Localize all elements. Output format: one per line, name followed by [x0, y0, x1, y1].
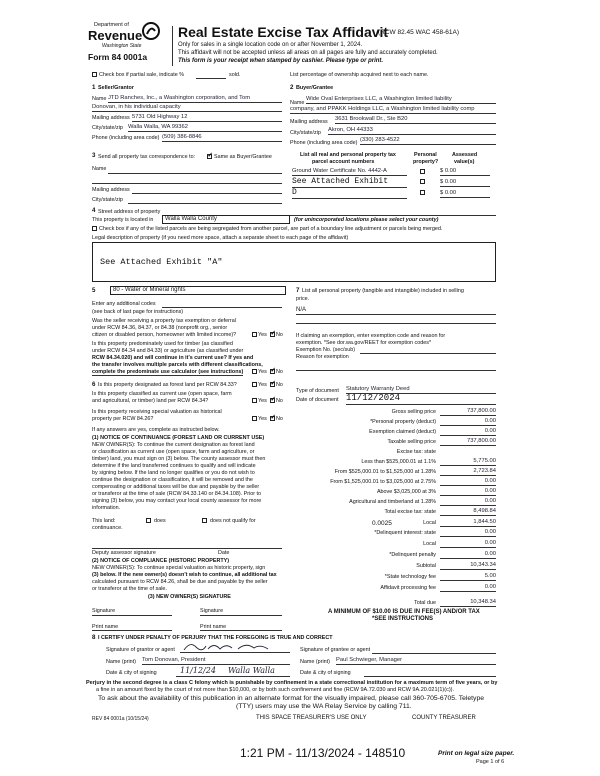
subtotal-field[interactable]: 10,343.34 — [440, 562, 496, 570]
no-label: No — [276, 332, 283, 338]
timber-q-line-3: RCW 84.34.020) and will continue in it's current use? If yes and — [92, 355, 254, 361]
parcel-personal-checkbox[interactable] — [420, 190, 425, 195]
notice-body-10: information. — [92, 505, 121, 511]
timber-q-line-2: under RCW 84.34 and 84.33) or agriculture (as classified under — [92, 348, 244, 354]
claim-exemption-label-2: exemption. *See dor.wa.gov/REET for exemption codes* — [296, 340, 432, 346]
historic-q-1: Is this property receiving special valuation as historical — [92, 409, 222, 415]
current-use-no-checkbox[interactable] — [270, 398, 275, 403]
compliance-body-3: calculated pursuant to RCW 84.26, shall be due and payable by the seller — [92, 579, 268, 585]
timber-q-line-4: the transfer involves multiple parcels with different classifications, — [92, 362, 263, 368]
affidavit-fee-label: Affidavit processing fee — [380, 585, 436, 591]
yes-label: Yes — [258, 332, 267, 338]
calc-value[interactable]: 737,800.00 — [440, 438, 496, 446]
sec3-name-label: Name — [92, 166, 107, 172]
parcel-number-field[interactable]: D — [292, 188, 407, 199]
owner-printname-label: Print name — [92, 624, 119, 630]
parcel-value-field[interactable]: $ 0.00 — [440, 168, 490, 176]
parcel-personal-checkbox[interactable] — [420, 169, 425, 174]
same-as-buyer-checkbox[interactable] — [207, 154, 212, 159]
tech-fee-label: *State technology fee — [384, 574, 436, 580]
dept-label: Department of — [94, 22, 129, 28]
notice-continuance-heading: (1) NOTICE OF CONTINUANCE (FOREST LAND OR CURRENT USE) — [92, 435, 265, 441]
land-does-not-checkbox[interactable] — [202, 518, 207, 523]
grantor-date-city-label: Date & city of signing — [106, 670, 157, 676]
located-in-label: This property is located in — [92, 217, 154, 223]
parcel-col-assessed: Assessed — [452, 152, 478, 158]
tech-fee-field[interactable]: 5.00 — [440, 573, 496, 581]
additional-codes-note: (see back of last page for instructions) — [92, 309, 184, 315]
calc-value[interactable]: 0.00 — [440, 428, 496, 436]
land-does-checkbox[interactable] — [146, 518, 151, 523]
street-address-label: Street address of property — [98, 209, 161, 215]
parcel-value-field[interactable]: $ 0.00 — [440, 190, 490, 198]
notice-body-2: or classification as current use (open space, farm and agriculture, or — [92, 449, 255, 455]
legal-description-box[interactable] — [92, 242, 496, 282]
no-label: No — [276, 398, 283, 404]
historic-q-2: property per RCW 84.26? — [92, 416, 154, 422]
seller-phone-label: Phone (including area code) — [92, 135, 160, 141]
notice-body-5: by signing below. If the land no longer qualifies or you do not wish to — [92, 470, 255, 476]
grantor-date-field[interactable]: 11/12/24 — [180, 666, 216, 675]
calc-label: Gross selling price — [391, 409, 436, 415]
calc-label: Total excise tax: state — [384, 509, 436, 515]
no-label: No — [276, 416, 283, 422]
doc-date-label: Date of document — [296, 397, 339, 403]
calc-value[interactable]: 737,800.00 — [440, 408, 496, 416]
current-use-q-2: and agricultural, or timber) land per RCW 84.34? — [92, 398, 209, 404]
county-treasurer-label: COUNTY TREASURER — [412, 715, 476, 721]
calc-value[interactable]: 0.00 — [440, 418, 496, 426]
notice-compliance-heading: (2) NOTICE OF COMPLIANCE (HISTORIC PROPERTY) — [92, 558, 230, 564]
seller-name-field-2[interactable]: Donovan, in his individual capacity — [92, 104, 282, 112]
grantee-name-label: Name (print) — [300, 659, 330, 665]
dor-logo — [88, 22, 168, 64]
seller-city-label: City/state/zip — [92, 125, 123, 131]
calc-label: Exemption claimed (deduct) — [369, 429, 436, 435]
total-due-label: Total due — [414, 600, 436, 606]
perjury-warning-1: Perjury in the second degree is a class C felony which is punishable by confinement in a state correctional institution for a maximum term of five years, or by — [86, 680, 498, 686]
buyer-phone-field[interactable]: (330) 283-4522 — [360, 137, 496, 145]
seller-mail-label: Mailing address — [92, 115, 130, 121]
doc-type-field[interactable]: Statutory Warranty Deed — [346, 386, 496, 394]
sec8-number: 8 — [92, 634, 96, 641]
buyer-name-label: Name — [290, 100, 305, 106]
partial-sold-label: sold. — [229, 72, 241, 78]
local-rate: 0.0025 — [372, 520, 392, 527]
calc-value[interactable]: 2,723.84 — [440, 468, 496, 476]
calc-value[interactable]: 0.00 — [440, 498, 496, 506]
sec7-number: 7 — [296, 287, 300, 294]
notice-body-6: continue the designation or classification, it will be removed and the — [92, 477, 253, 483]
calc-label: Above $3,025,000 at 3% — [376, 489, 436, 495]
owner-printname-label-2: Print name — [200, 624, 227, 630]
parcel-head-1: List all real and personal property tax — [300, 152, 396, 158]
forest-yes-checkbox[interactable] — [252, 382, 257, 387]
doc-type-label: Type of document — [296, 388, 339, 394]
land-use-select[interactable]: 80 - Water or Mineral rights — [110, 286, 286, 295]
personal-property-field[interactable]: N/A — [296, 307, 307, 313]
sec3-text: Send all property tax correspondence to: — [98, 154, 196, 160]
exemption-yes-checkbox[interactable] — [252, 332, 257, 337]
partial-sale-checkbox[interactable] — [92, 72, 97, 77]
parcel-number-field[interactable]: Ground Water Certificate No. 4442-A — [292, 168, 407, 176]
calc-label: From $525,000.01 to $1,525,000 at 1.28% — [334, 469, 436, 475]
interest-state-field[interactable]: 0.00 — [440, 529, 496, 537]
buyer-name-field-2[interactable]: company, and PPAKK Holdings LLC, a Washington limited liability comp — [290, 106, 496, 114]
exemption-number-label: Exemption No. (sec/sub) — [296, 347, 356, 353]
parcel-col-personal: Personal — [414, 152, 437, 158]
compliance-body-1: NEW OWNER(S): To continue special valuation as historic property, sign — [92, 565, 266, 571]
perjury-warning-2: a fine in an amount fixed by the court of not more than $10,000, or by both such confinement and fine (RCW 9A.72.030 and RCW 9A.20.021(1)(c)). — [96, 687, 455, 693]
seller-number: 1 — [92, 84, 96, 91]
notice-body-7: compensating or additional taxes will be due and payable by the seller — [92, 484, 260, 490]
exemption-q-line-3: citizen or disabled person, homeowner with limited income)? — [92, 332, 237, 338]
parcel-personal-checkbox[interactable] — [420, 179, 425, 184]
calc-label: Taxable selling price — [387, 439, 436, 445]
calc-value[interactable]: 8,498.84 — [440, 508, 496, 516]
does-label: does — [154, 518, 166, 524]
legal-description-text: See Attached Exhibit "A" — [100, 257, 223, 267]
this-land-label: This land: — [92, 518, 116, 524]
forest-no-checkbox[interactable] — [270, 382, 275, 387]
seller-mail-field[interactable]: 5731 Old Highway 12 — [132, 114, 282, 122]
affidavit-fee-field[interactable]: 0.00 — [440, 584, 496, 592]
interest-state-label: *Delinquent interest: state — [374, 530, 436, 536]
calc-value[interactable]: 0.00 — [440, 488, 496, 496]
owner-signature-label-2: Signature — [200, 608, 224, 614]
legal-description-label: Legal description of property (if you need more space, attach a separate sheet to each page of the affidavit) — [92, 235, 349, 241]
same-as-buyer-label: Same as Buyer/Grantee — [214, 154, 272, 160]
historic-no-checkbox[interactable] — [270, 416, 275, 421]
no-label: No — [276, 382, 283, 388]
grantor-signature-icon — [180, 640, 290, 653]
form-rcw: (RCW 82.45 WAC 458-61A) — [378, 29, 460, 36]
grantor-city-field[interactable]: Walla Walla — [228, 666, 275, 675]
form-title: Real Estate Excise Tax Affidavit — [178, 24, 389, 40]
penalty-label: *Delinquent penalty — [389, 552, 436, 558]
header-note-3: This form is your receipt when stamped by cashier. Please type or print. — [178, 58, 384, 64]
does-not-label: does not qualify for — [210, 518, 256, 524]
sec3-number: 3 — [92, 152, 96, 159]
parcel-value-field[interactable]: $ 0.00 — [440, 179, 490, 187]
treasurer-only-label: THIS SPACE TREASURER'S USE ONLY — [256, 715, 367, 721]
recording-stamp: 1:21 PM - 11/13/2024 - 148510 — [240, 746, 406, 760]
seller-name-label: Name — [92, 96, 107, 102]
certify-heading: I CERTIFY UNDER PENALTY OF PERJURY THAT THE FOREGOING IS TRUE AND CORRECT — [98, 635, 333, 641]
calc-label: Less than $525,000.01 at 1.1% — [361, 459, 436, 465]
buyer-mail-label: Mailing address — [290, 119, 328, 125]
state-label: Washington State — [102, 43, 142, 49]
yes-label: Yes — [258, 369, 267, 375]
local-tax-field[interactable]: 1,844.50 — [440, 519, 496, 527]
local-label: Local — [423, 520, 436, 526]
deputy-signature-label: Deputy assessor signature — [92, 550, 156, 556]
doc-date-field[interactable]: 11/12/2024 — [346, 393, 496, 405]
yes-label: Yes — [258, 382, 267, 388]
notice-body-3: timber) land, you must sign on (3) below. The county assessor must then — [92, 456, 266, 462]
buyer-heading: Buyer/Grantee — [296, 85, 334, 91]
seller-name-field[interactable]: JTD Ranches, Inc., a Washington corporation, and Tom — [108, 95, 282, 103]
unincorporated-note: (for unincorporated locations please select your county) — [294, 217, 439, 223]
if-any-yes-note: If any answers are yes, complete as instructed below. — [92, 427, 220, 433]
exemption-q-line-1: Was the seller receiving a property tax exemption or deferral — [92, 318, 236, 324]
calc-label: Excise tax: state — [396, 449, 436, 455]
parcel-number-field[interactable]: See Attached Exhibit — [292, 177, 407, 188]
grantor-signature-field[interactable] — [180, 640, 290, 653]
sec6-number: 6 — [92, 381, 96, 388]
revision-label: REV 84 0001a (10/15/24) — [92, 716, 149, 722]
sec3-city-label: City/state/zip — [92, 197, 123, 203]
buyer-city-label: City/state/zip — [290, 130, 321, 136]
page-number: Page 1 of 6 — [476, 759, 505, 765]
calc-label: From $1,525,000.01 to $3,025,000 at 2.75% — [330, 479, 436, 485]
total-due-field[interactable]: 10,348.34 — [440, 599, 496, 607]
current-use-q-1: Is this property classified as current use (open space, farm — [92, 391, 232, 397]
buyer-number: 2 — [290, 84, 294, 91]
buyer-name-field[interactable]: Wide Oval Enterprises LLC, a Washington limited liability — [306, 96, 496, 104]
deputy-date-label: Date — [218, 550, 230, 556]
sec3-mail-label: Mailing address — [92, 187, 130, 193]
seller-phone-field[interactable]: (509) 386-8846 — [162, 134, 282, 142]
accessibility-note-2: (TTY) users may use the WA Relay Service by calling 711. — [236, 703, 412, 710]
notice-body-8: or transferor at the time of sale (RCW 84.33.140 or 84.34.108). Prior to — [92, 491, 261, 497]
exemption-reason-label: Reason for exemption — [296, 354, 349, 360]
compliance-body-4: or transferor at the time of sale. — [92, 586, 167, 592]
buyer-city-field[interactable]: Akron, OH 44333 — [328, 127, 496, 135]
calc-label: Agricultural and timberland at 1.28% — [349, 499, 436, 505]
timber-q-line-1: Is this property predominately used for timber (as classified — [92, 341, 233, 347]
grantor-name-label: Name (print) — [106, 659, 136, 665]
parcel-head-2: parcel account numbers — [312, 159, 375, 165]
sec4-number: 4 — [92, 207, 96, 214]
grantor-name-field[interactable]: Tom Donovan, President — [142, 657, 290, 665]
interest-local-label: Local — [423, 541, 436, 547]
minimum-due-note: A MINIMUM OF $10.00 IS DUE IN FEE(S) AND/OR TAX — [328, 609, 480, 615]
timber-q-line-5: complete the predominate use calculator (see instructions) — [92, 369, 244, 375]
seller-heading: Seller/Grantor — [98, 85, 134, 91]
notice-body-4: determine if the land transferred continues to qualify and will indicate — [92, 463, 256, 469]
parcel-col-values: value(s) — [454, 159, 475, 165]
calc-value[interactable]: 0.00 — [440, 478, 496, 486]
claim-exemption-label: If claiming an exemption, enter exemption code and reason for — [296, 333, 446, 339]
personal-property-label: List all personal property (tangible and intangible) included in selling — [302, 288, 464, 294]
form-number: Form 84 0001a — [88, 52, 148, 62]
yes-label: Yes — [258, 416, 267, 422]
timber-no-checkbox[interactable] — [270, 369, 275, 374]
exemption-no-checkbox[interactable] — [270, 332, 275, 337]
accessibility-note-1: To ask about the availability of this publication in an alternate format for the visually impaired, please call 360-705-6705. Teletype — [98, 695, 485, 702]
calc-label: *Personal property (deduct) — [370, 419, 436, 425]
see-instructions-note: *SEE INSTRUCTIONS — [372, 616, 434, 622]
segregated-label: Check box if any of the listed parcels are being segregated from another parcel, are part of a boundary line adjustment or parcels being merged. — [99, 226, 443, 232]
compliance-body-2: (3) below. If the new owner(s) doesn't wish to continue, all additional tax — [92, 572, 277, 578]
owner-signature-label: Signature — [92, 608, 116, 614]
header-divider — [172, 26, 173, 66]
historic-yes-checkbox[interactable] — [252, 416, 257, 421]
personal-property-label-2: price. — [296, 296, 310, 302]
grantee-sig-label: Signature of grantee or agent — [300, 647, 371, 653]
current-use-yes-checkbox[interactable] — [252, 398, 257, 403]
print-legal-note: Print on legal size paper. — [438, 750, 515, 757]
interest-local-field[interactable]: 0.00 — [440, 540, 496, 548]
list-percentage-note: List percentage of ownership acquired next to each name. — [290, 72, 429, 78]
yes-label: Yes — [258, 398, 267, 404]
notice-body-9: signing (3) below, you may contact your local county assessor for more — [92, 498, 262, 504]
seller-city-field[interactable]: Walla Walla, WA 99362 — [128, 124, 282, 132]
revenue-wordmark: Revenue — [88, 28, 143, 43]
header-note-1: Only for sales in a single location code on or after November 1, 2024. — [178, 42, 363, 48]
grantee-date-city-label: Date & city of signing — [300, 670, 351, 676]
timber-yes-checkbox[interactable] — [252, 369, 257, 374]
grantee-name-field[interactable]: Paul Schwieger, Manager — [336, 657, 496, 665]
no-label: No — [276, 369, 283, 375]
header-note-2: This affidavit will not be accepted unless all areas on all pages are fully and accurately completed. — [178, 50, 438, 56]
buyer-phone-label: Phone (including area code) — [290, 140, 358, 146]
buyer-mail-field[interactable]: 3631 Brookwall Dr., Ste B20 — [335, 116, 496, 124]
subtotal-label: Subtotal — [416, 563, 436, 569]
county-select[interactable]: Walla Walla County — [162, 215, 290, 224]
additional-codes-label: Enter any additional codes — [92, 301, 156, 307]
calc-value[interactable]: 5,775.00 — [440, 458, 496, 466]
parcel-col-property: property? — [413, 159, 439, 165]
notice-body-1: NEW OWNER(S): To continue the current designation as forest land — [92, 442, 255, 448]
new-owner-signature-heading: (3) NEW OWNER(S) SIGNATURE — [148, 594, 231, 600]
grantor-sig-label: Signature of grantor or agent — [106, 647, 175, 653]
exemption-q-line-2: under RCW 84.36, 84.37, or 84.38 (nonprofit org., senior — [92, 325, 228, 331]
penalty-field[interactable]: 0.00 — [440, 551, 496, 559]
partial-sale-label: Check box if partial sale, indicate % — [99, 72, 185, 78]
logo-swirl-icon — [142, 22, 160, 40]
forest-q: Is this property designated as forest land per RCW 84.33? — [98, 382, 237, 388]
continuance-label: continuance. — [92, 525, 123, 531]
sec5-number: 5 — [92, 287, 96, 294]
segregated-checkbox[interactable] — [92, 226, 97, 231]
